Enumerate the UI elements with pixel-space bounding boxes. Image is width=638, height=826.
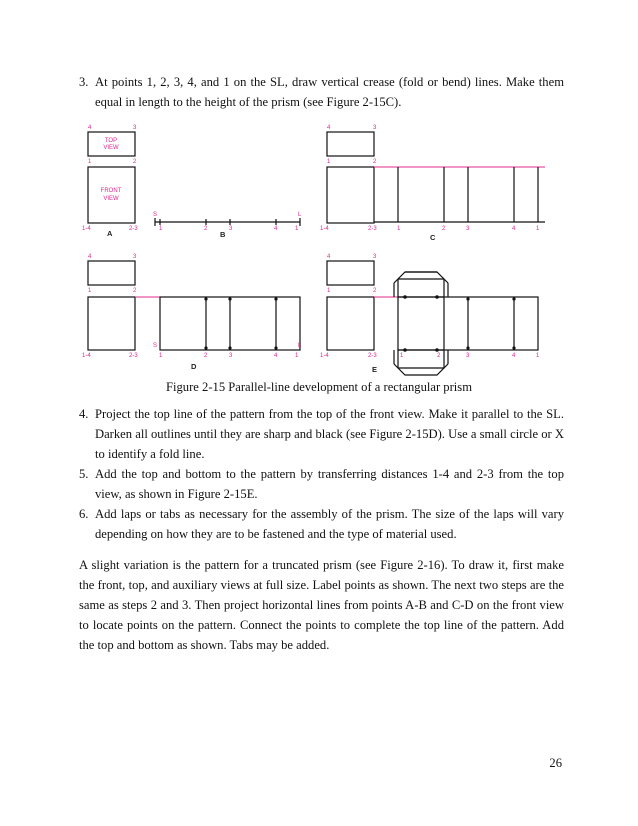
- panel-d: [82, 254, 302, 371]
- label-3: 3: [229, 226, 233, 232]
- top-view-label-2: VIEW: [103, 145, 119, 151]
- step-text: At points 1, 2, 3, 4, and 1 on the SL, draw vertical crease (fold or bend) lines. Make them equal in length to the height of the prism (see Figure 2-15C).: [95, 75, 564, 109]
- step-text: Add the top and bottom to the pattern by transferring distances 1-4 and 2-3 from the top view, as shown in Figure 2-15E.: [95, 467, 564, 501]
- label-l: L: [298, 212, 302, 218]
- label-2-3: 2-3: [368, 353, 377, 359]
- front-view-rect: [88, 167, 135, 223]
- front-view-label-1: FRONT: [100, 188, 122, 194]
- label-1: 1: [327, 288, 331, 294]
- label-2: 2: [133, 288, 137, 294]
- label-l: L: [298, 343, 302, 349]
- label-1-4: 1-4: [320, 226, 329, 232]
- label-1: 1: [295, 226, 299, 232]
- label-2: 2: [437, 353, 441, 359]
- label-4: 4: [512, 353, 516, 359]
- label-1: 1: [536, 226, 540, 232]
- view-letter-b: B: [220, 230, 226, 239]
- label-3: 3: [466, 226, 470, 232]
- top-view-rect: [327, 261, 374, 285]
- view-letter-e: E: [372, 365, 378, 374]
- step-4: [79, 404, 564, 464]
- label-2: 2: [373, 288, 377, 294]
- label-2: 2: [442, 226, 446, 232]
- top-view-label-1: TOP: [104, 138, 118, 144]
- label-1: 1: [295, 353, 299, 359]
- top-view-rect: [327, 132, 374, 156]
- label-1: 1: [159, 353, 163, 359]
- label-s: S: [153, 343, 158, 349]
- label-2-3: 2-3: [129, 226, 138, 232]
- label-4: 4: [327, 254, 331, 260]
- page-number: 26: [549, 756, 562, 770]
- panel-e: [320, 254, 540, 375]
- front-view-rect: [327, 297, 374, 350]
- body-paragraph: A slight variation is the pattern for a truncated prism (see Figure 2-16). To draw it, first make the front, top, and auxiliary views at full size. Label points as shown. The next two steps are the same as steps 2 and 3. Then project horizontal lines from points A-B and C-D on the front view to locate points on the pattern. Connect the points to complete the top line of the pattern. Add the top and bottom as shown. Tabs may be added.: [79, 558, 564, 652]
- label-4: 4: [512, 226, 516, 232]
- label-1-4: 1-4: [82, 353, 91, 359]
- label-1: 1: [397, 226, 401, 232]
- label-2: 2: [204, 226, 208, 232]
- step-5: [79, 464, 564, 504]
- step-number: 5.: [79, 467, 89, 481]
- label-4: 4: [327, 125, 331, 131]
- figure-caption: Figure 2-15 Parallel-line development of a rectangular prism: [166, 380, 472, 394]
- step-text: Project the top line of the pattern from the top of the front view. Make it parallel to the SL. Darken all outlines until they are sharp and black (see Figure 2-15D). Use a small circle or X to identify a fold line.: [95, 407, 564, 461]
- step-number: 3.: [79, 75, 89, 89]
- label-4: 4: [88, 254, 92, 260]
- label-2: 2: [133, 159, 137, 165]
- label-2-3: 2-3: [129, 353, 138, 359]
- front-view-label-2: VIEW: [103, 196, 119, 202]
- label-3: 3: [133, 254, 137, 260]
- view-letter-c: C: [430, 233, 436, 242]
- label-3: 3: [133, 125, 137, 131]
- front-view-rect: [327, 167, 374, 223]
- front-view-rect: [88, 297, 135, 350]
- label-1: 1: [327, 159, 331, 165]
- label-3: 3: [466, 353, 470, 359]
- step-number: 6.: [79, 507, 89, 521]
- label-2-3: 2-3: [368, 226, 377, 232]
- figure-2-15: [0, 0, 638, 380]
- label-1: 1: [88, 159, 92, 165]
- top-view-rect: [88, 132, 135, 156]
- panel-b: [153, 212, 302, 239]
- label-4: 4: [274, 353, 278, 359]
- label-2: 2: [373, 159, 377, 165]
- step-text: Add laps or tabs as necessary for the assembly of the prism. The size of the laps will vary depending on how they are to be fastened and the type of material used.: [95, 507, 564, 541]
- view-letter-d: D: [191, 362, 197, 371]
- label-4: 4: [88, 125, 92, 131]
- panel-a: [82, 125, 138, 238]
- label-1: 1: [400, 353, 404, 359]
- label-4: 4: [274, 226, 278, 232]
- label-1: 1: [88, 288, 92, 294]
- label-1: 1: [536, 353, 540, 359]
- label-3: 3: [229, 353, 233, 359]
- step-number: 4.: [79, 407, 89, 421]
- top-panel: [398, 272, 444, 297]
- label-s: S: [153, 212, 158, 218]
- top-view-rect: [88, 261, 135, 285]
- step-6: [79, 504, 564, 544]
- label-1-4: 1-4: [82, 226, 91, 232]
- label-3: 3: [373, 254, 377, 260]
- label-1: 1: [159, 226, 163, 232]
- panel-c: [320, 125, 545, 242]
- label-3: 3: [373, 125, 377, 131]
- label-2: 2: [204, 353, 208, 359]
- label-1-4: 1-4: [320, 353, 329, 359]
- view-letter-a: A: [107, 229, 113, 238]
